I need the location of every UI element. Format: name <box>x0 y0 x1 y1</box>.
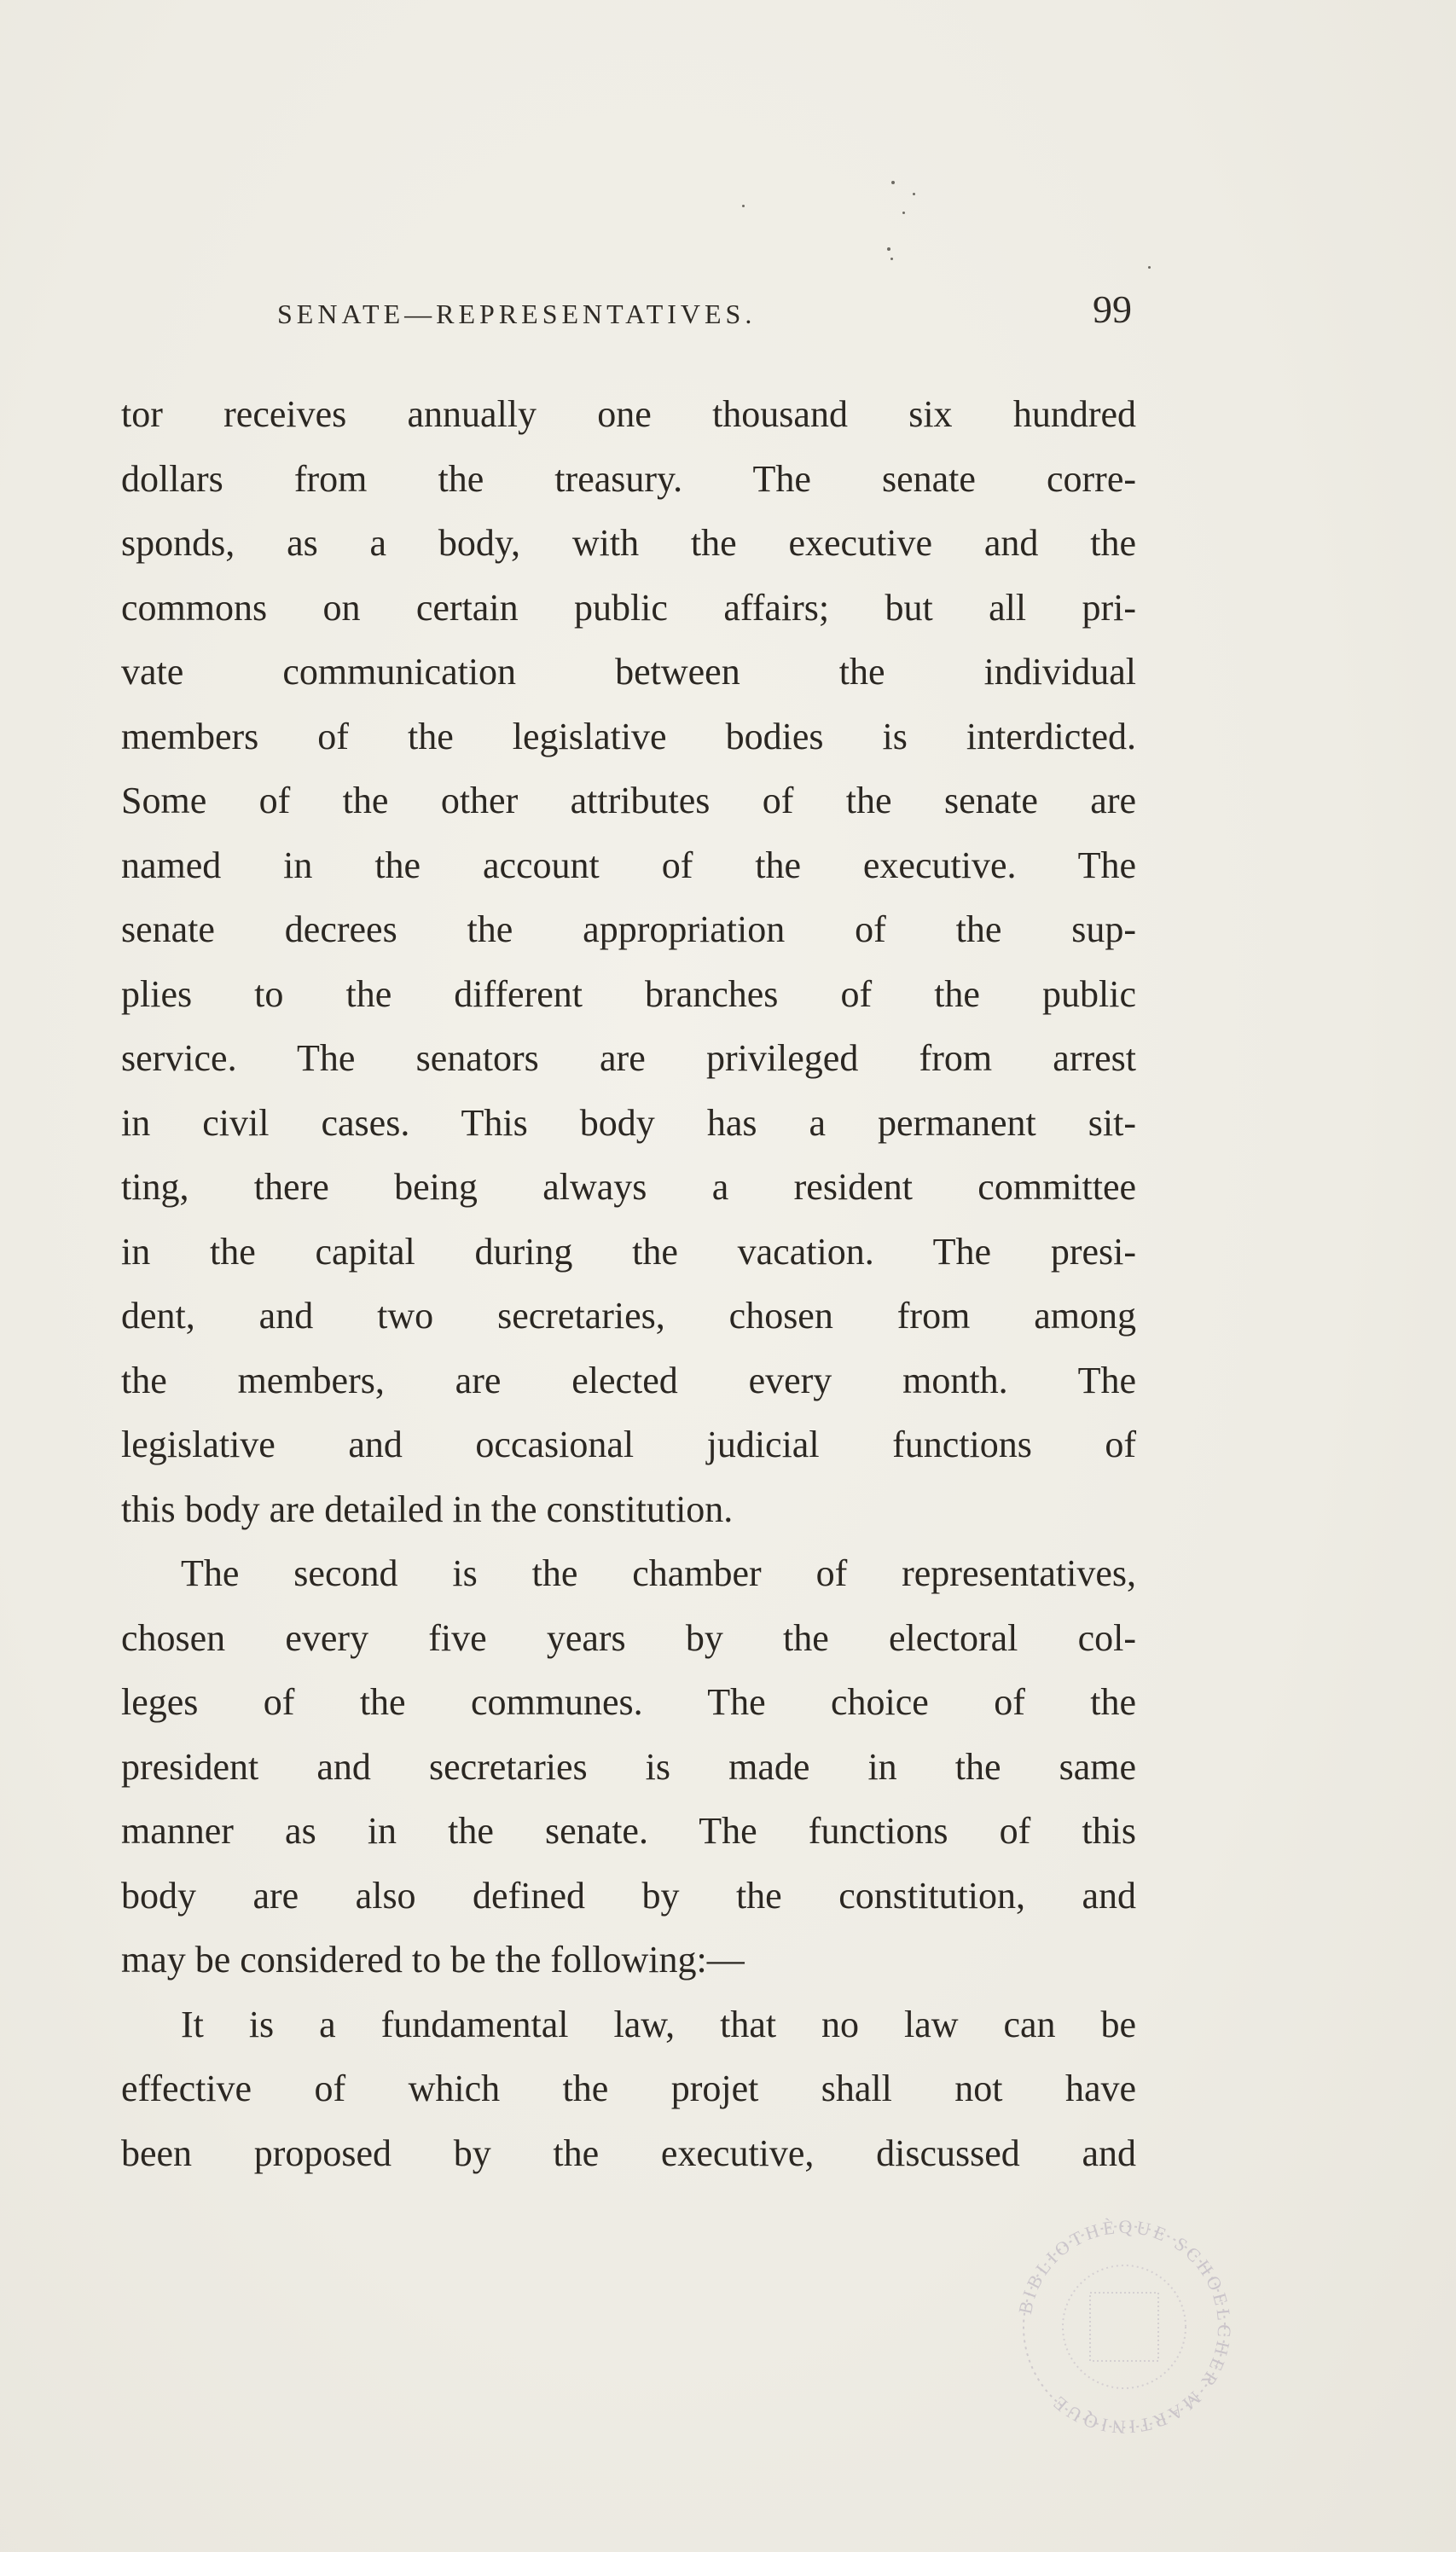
text-line: may be considered to be the following:— <box>121 1939 745 1981</box>
text-line: members of the legislative bodies is interdicted. <box>121 715 1136 757</box>
ink-speck <box>1148 266 1151 269</box>
stamp-inner-ring <box>1063 2265 1186 2388</box>
text-line: ting, there being always a resident committee <box>121 1166 1136 1208</box>
text-line: It is a fundamental law, that no law can be <box>181 2003 1136 2045</box>
text-line: named in the account of the executive. The <box>121 844 1136 886</box>
ink-speck <box>890 258 893 260</box>
text-line: the members, are elected every month. The <box>121 1359 1136 1401</box>
running-head: SENATE—REPRESENTATIVES. <box>277 299 757 329</box>
text-line: president and secretaries is made in the same <box>121 1745 1136 1788</box>
text-line: in civil cases. This body has a permanent sit- <box>121 1101 1136 1144</box>
text-line: Some of the other attributes of the senate are <box>121 780 1136 821</box>
text-line: sponds, as a body, with the executive and the <box>121 522 1136 564</box>
text-line: The second is the chamber of representatives, <box>181 1552 1136 1594</box>
text-line: commons on certain public affairs; but all pri- <box>121 586 1136 629</box>
text-line: plies to the different branches of the public <box>121 972 1136 1015</box>
text-line: dent, and two secretaries, chosen from among <box>121 1295 1136 1337</box>
library-stamp <box>996 2199 1252 2455</box>
text-line: in the capital during the vacation. The presi- <box>121 1230 1136 1273</box>
ink-speck <box>887 247 890 251</box>
text-line: effective of which the projet shall not have <box>121 2068 1136 2109</box>
text-line: service. The senators are privileged from arrest <box>121 1037 1136 1079</box>
text-line: senate decrees the appropriation of the sup- <box>121 908 1136 950</box>
ink-speck <box>902 212 905 214</box>
ink-speck <box>913 193 915 195</box>
stamp-text: BIBLIOTHÈQUE SCHOELCHER MARTINIQUE <box>1013 2215 1236 2439</box>
text-line: been proposed by the executive, discussed and <box>121 2132 1136 2174</box>
text-line: tor receives annually one thousand six hundred <box>121 393 1136 435</box>
text-line: this body are detailed in the constitution. <box>121 1488 734 1530</box>
stamp-emblem <box>1090 2293 1158 2361</box>
page-number: 99 <box>1093 287 1132 331</box>
text-line: chosen every five years by the electoral col- <box>121 1616 1136 1659</box>
text-line: vate communication between the individual <box>121 651 1136 693</box>
text-line: manner as in the senate. The functions of this <box>121 1810 1136 1852</box>
page-header <box>277 287 1132 341</box>
text-line: leges of the communes. The choice of the <box>121 1681 1136 1723</box>
text-line: body are also defined by the constitution, and <box>121 1874 1136 1917</box>
text-line: dollars from the treasury. The senate corre- <box>121 457 1136 500</box>
body-text <box>121 382 1136 2185</box>
ink-speck <box>742 205 745 207</box>
text-line: legislative and occasional judicial functions of <box>121 1424 1136 1465</box>
ink-speck <box>891 181 895 184</box>
